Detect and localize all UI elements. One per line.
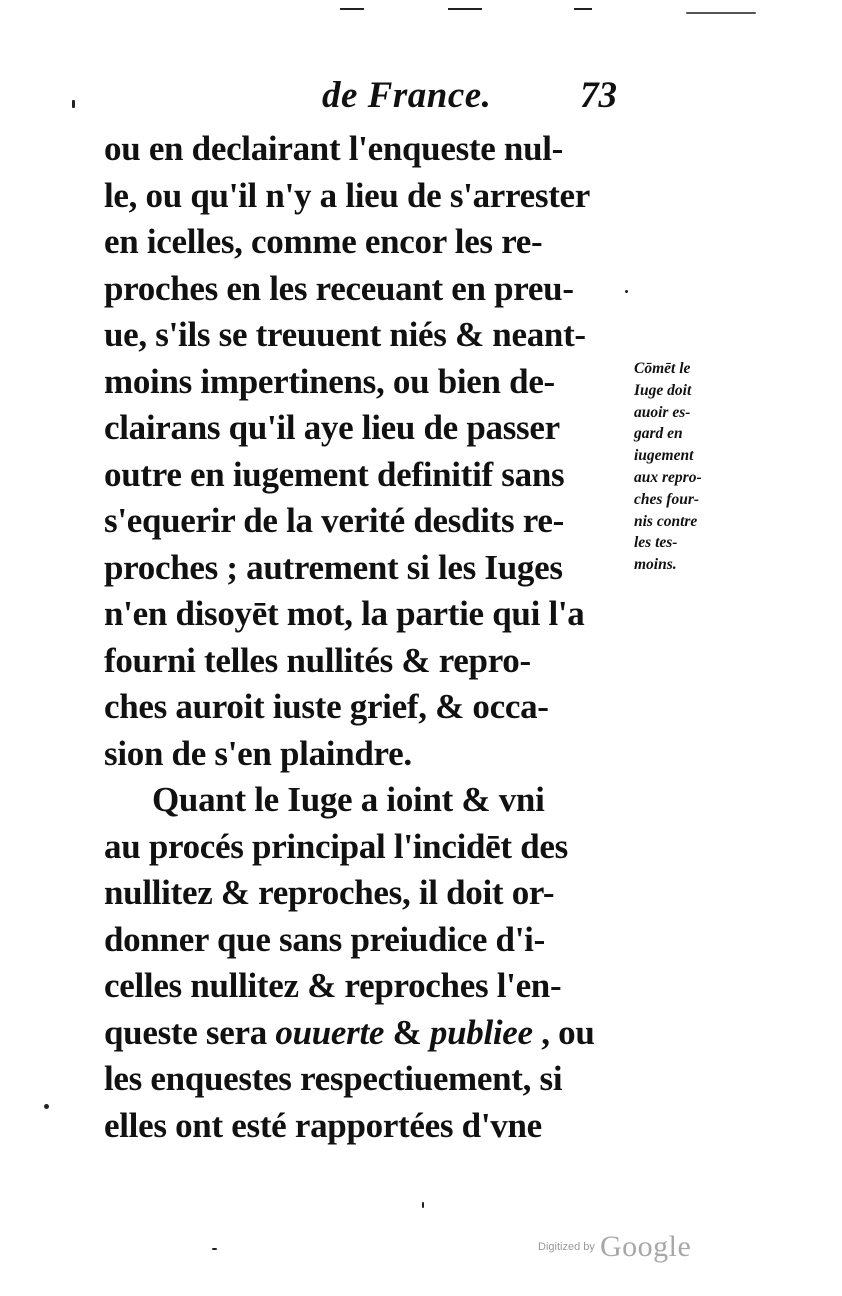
text-segment: & [384, 1012, 430, 1052]
header-rule [448, 8, 482, 10]
marginal-note-line: aux repro- [634, 468, 702, 486]
marginal-note-line: iugement [634, 447, 694, 465]
text-line: nullitez & reproches, il doit or- [104, 873, 555, 912]
running-head: de France. [322, 75, 492, 116]
text-line: au procés principal l'incidēt des [104, 826, 568, 866]
text-segment: queste sera [104, 1012, 276, 1052]
paragraph-start-line: Quant le Iuge a ioint & vni [152, 780, 545, 819]
italic-word-ouuerte: ouuerte [275, 1012, 385, 1052]
text-line: proches en les receuant en preu- [104, 268, 574, 308]
scan-speck [686, 12, 756, 14]
text-line: ue, s'ils se treuuent niés & neant- [104, 315, 586, 354]
marginal-note-line: auoir es- [634, 403, 691, 421]
digitized-by-label: Digitized by [538, 1241, 595, 1253]
text-line: donner que sans preiudice d'i- [104, 919, 545, 959]
page-number: 73 [580, 75, 617, 116]
digitization-watermark [538, 1230, 691, 1270]
marginal-note-line: Iuge doit [634, 381, 692, 399]
marginal-note-line: les tes- [634, 534, 678, 552]
text-line: fourni telles nullités & repro- [104, 640, 531, 680]
text-line: clairans qu'il aye lieu de passer [104, 408, 560, 447]
marginal-note-line: gard en [634, 425, 683, 443]
scan-speck [212, 1248, 217, 1250]
text-line: en icelles, comme encor les re- [104, 222, 543, 261]
text-line: le, ou qu'il n'y a lieu de s'arrester [104, 175, 591, 215]
page-header [0, 72, 842, 120]
header-rules [330, 6, 630, 12]
text-line: sion de s'en plaindre. [104, 733, 412, 773]
marginal-note-line: moins. [634, 556, 677, 574]
text-line: celles nullitez & reproches l'en- [104, 966, 562, 1005]
text-line: moins impertinens, ou bien de- [104, 361, 555, 401]
text-line [104, 1010, 644, 1057]
scan-speck [422, 1202, 424, 1208]
text-line: ches auroit iuste grief, & occa- [104, 687, 549, 726]
scan-speck [72, 100, 75, 108]
text-line: proches ; autrement si les Iuges [104, 547, 563, 587]
google-logo: Google [599, 1230, 692, 1263]
text-line: elles ont esté rapportées d'vne [104, 1105, 542, 1145]
text-line: les enquestes respectiuement, si [104, 1059, 563, 1098]
text-segment: , ou [532, 1012, 595, 1052]
marginal-note-line: Cōmēt le [634, 360, 691, 377]
header-rule [340, 8, 364, 10]
text-line: s'equerir de la verité desdits re- [104, 501, 564, 540]
text-line: outre en iugement definitif sans [104, 454, 565, 494]
italic-word-publiee: publiee [429, 1012, 533, 1052]
marginal-note [634, 358, 744, 576]
header-rule [574, 8, 592, 10]
marginal-note-line: nis contre [634, 512, 698, 530]
marginal-note-line: ches four- [634, 490, 700, 508]
scan-speck [44, 1104, 49, 1109]
text-line: ou en declairant l'enqueste nul- [104, 129, 564, 168]
text-line: n'en disoyēt mot, la partie qui l'a [104, 594, 585, 633]
body-text [104, 126, 644, 1149]
scan-speck [625, 290, 628, 293]
